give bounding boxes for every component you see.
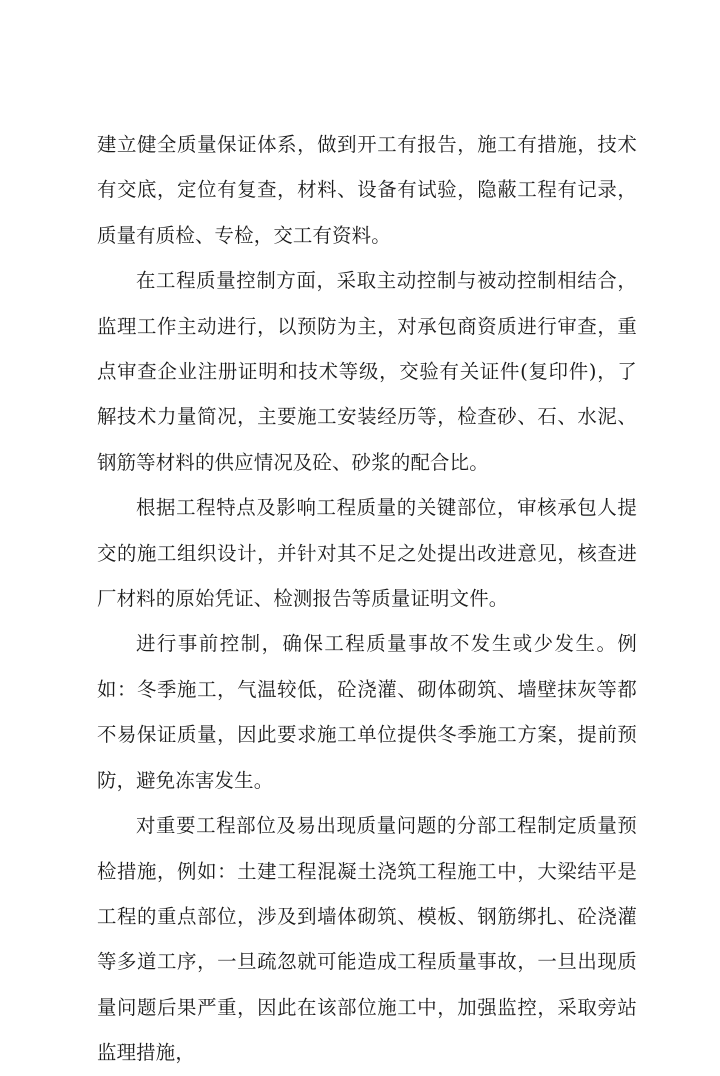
paragraph-advance-control: 进行事前控制，确保工程质量事故不发生或少发生。例如：冬季施工，气温较低，砼浇灌、砌体砌筑、墙壁抹灰等都不易保证质量，因此要求施工单位提供冬季施工方案，提前预防，避免冻害发生。 [97, 632, 637, 792]
paragraph-quality-system: 建立健全质量保证体系，做到开工有报告，施工有措施，技术有交底，定位有复查，材料、设备有试验，隐蔽工程有记录，质量有质检、专检，交工有资料。 [97, 133, 637, 247]
paragraph-pre-inspection-measures: 对重要工程部位及易出现质量问题的分部工程制定质量预检措施，例如：土建工程混凝土浇筑工程施工中，大梁结平是工程的重点部位，涉及到墙体砌筑、模板、钢筋绑扎、砼浇灌等多道工序，一旦疏忽就可能造成工程质量事故，一旦出现质量问题后果严重，因此在该部位施工中，加强监控，采取旁站监理措施， [97, 814, 637, 1065]
document-body [97, 122, 637, 1076]
paragraph-quality-control: 在工程质量控制方面，采取主动控制与被动控制相结合，监理工作主动进行，以预防为主，对承包商资质进行审查，重点审查企业注册证明和技术等级，交验有关证件(复印件)，了解技术力量简况，主要施工安装经历等，检查砂、石、水泥、钢筋等材料的供应情况及砼、砂浆的配合比。 [97, 269, 637, 474]
paragraph-construction-design-review: 根据工程特点及影响工程质量的关键部位，审核承包人提交的施工组织设计，并针对其不足之处提出改进意见，核查进厂材料的原始凭证、检测报告等质量证明文件。 [97, 496, 637, 611]
